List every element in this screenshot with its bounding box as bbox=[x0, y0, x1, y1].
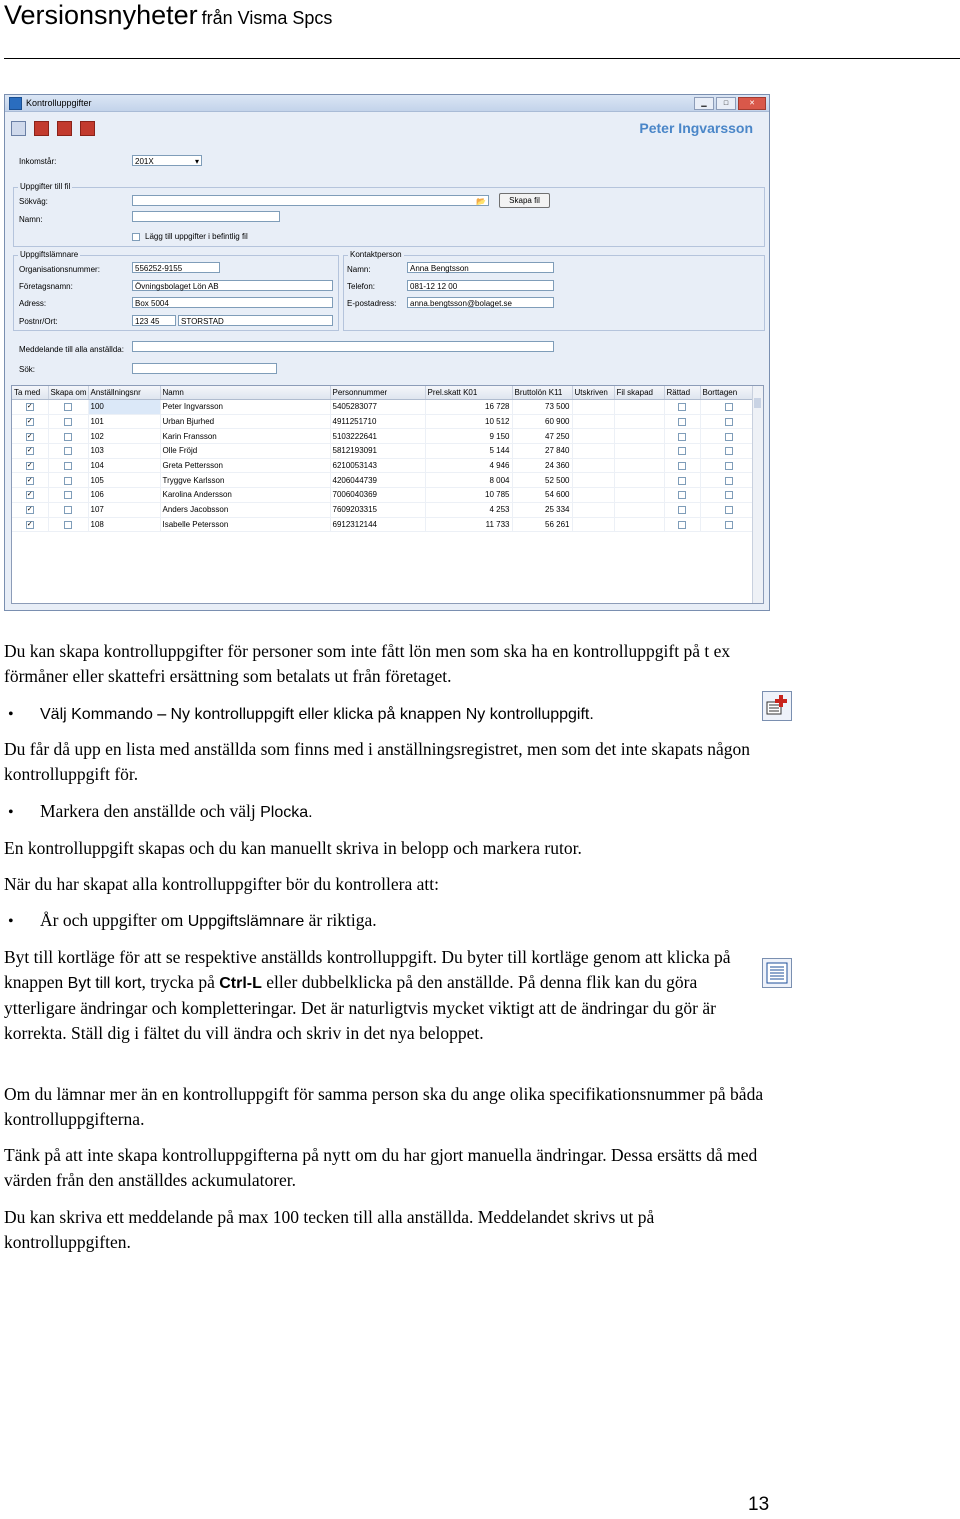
window-controls bbox=[694, 97, 766, 110]
rattad-checkbox[interactable] bbox=[664, 517, 700, 532]
skapa-om-checkbox[interactable] bbox=[48, 444, 88, 459]
col-fil-skapad[interactable]: Fil skapad bbox=[614, 386, 664, 400]
namn-cell: Urban Bjurhed bbox=[160, 414, 330, 429]
borttagen-checkbox[interactable] bbox=[700, 444, 757, 459]
utskriven-cell bbox=[572, 429, 614, 444]
prel-skatt-cell: 10 785 bbox=[425, 488, 512, 503]
utskriven-cell bbox=[572, 473, 614, 488]
anstallningsnr-cell: 108 bbox=[88, 517, 160, 532]
window-title: Kontrolluppgifter bbox=[26, 98, 92, 108]
ta-med-checkbox[interactable]: ✓ bbox=[12, 473, 48, 488]
inkomstar-label: Inkomstår: bbox=[19, 157, 57, 166]
utskriven-cell bbox=[572, 517, 614, 532]
rattad-checkbox[interactable] bbox=[664, 429, 700, 444]
window-titlebar bbox=[5, 95, 769, 112]
col-prel-skatt[interactable]: Prel.skatt K01 bbox=[425, 386, 512, 400]
col-anstallningsnr[interactable]: Anställningsnr bbox=[88, 386, 160, 400]
utskriven-cell bbox=[572, 488, 614, 503]
bullet-dot: • bbox=[8, 706, 14, 723]
utskriven-cell bbox=[572, 414, 614, 429]
ort-input[interactable]: STORSTAD bbox=[178, 315, 333, 326]
personnummer-cell: 4206044739 bbox=[330, 473, 425, 488]
prel-skatt-cell: 11 733 bbox=[425, 517, 512, 532]
toolbar bbox=[11, 121, 95, 136]
namn-cell: Anders Jacobsson bbox=[160, 502, 330, 517]
lagg-till-checkbox[interactable] bbox=[132, 233, 140, 241]
borttagen-checkbox[interactable] bbox=[700, 517, 757, 532]
k-namn-label: Namn: bbox=[347, 265, 371, 274]
sokvag-input[interactable]: 📂 bbox=[132, 195, 489, 206]
tool-new-icon[interactable] bbox=[34, 121, 49, 136]
table-row[interactable] bbox=[12, 429, 757, 444]
utskriven-cell bbox=[572, 400, 614, 415]
inkomstar-select[interactable]: 201X ▾ bbox=[132, 155, 202, 166]
header-subtitle: från Visma Spcs bbox=[201, 8, 333, 28]
prel-skatt-cell: 16 728 bbox=[425, 400, 512, 415]
paragraph-4: När du har skapat alla kontrolluppgifter bör du kontrollera att: bbox=[4, 874, 439, 894]
paragraph-3: En kontrolluppgift skapas och du kan manuellt skriva in belopp och markera rutor. bbox=[4, 838, 582, 858]
ta-med-checkbox[interactable]: ✓ bbox=[12, 488, 48, 503]
epost-input[interactable]: anna.bengtsson@bolaget.se bbox=[407, 297, 554, 308]
skapa-om-checkbox[interactable] bbox=[48, 458, 88, 473]
kontrolluppgifter-window bbox=[4, 94, 770, 611]
bullet-2: Markera den anställde och välj Plocka. bbox=[40, 801, 313, 821]
paragraph-2: Du får då upp en lista med anställda som finns med i anställningsregistret, men som det inte skapats någon kontrolluppgift för. bbox=[4, 739, 751, 784]
col-rattad[interactable]: Rättad bbox=[664, 386, 700, 400]
borttagen-checkbox[interactable] bbox=[700, 488, 757, 503]
skapa-om-checkbox[interactable] bbox=[48, 517, 88, 532]
rattad-checkbox[interactable] bbox=[664, 488, 700, 503]
prel-skatt-cell: 4 253 bbox=[425, 502, 512, 517]
personnummer-cell: 6210053143 bbox=[330, 458, 425, 473]
tool-delete-icon[interactable] bbox=[57, 121, 72, 136]
anstallningsnr-cell: 102 bbox=[88, 429, 160, 444]
uppgiftslamnare-group: Uppgiftslämnare bbox=[13, 255, 339, 331]
personnummer-cell: 6912312144 bbox=[330, 517, 425, 532]
minimize-icon[interactable]: ▁ bbox=[694, 97, 714, 110]
fil-skapad-cell bbox=[614, 502, 664, 517]
byt-till-kort-icon bbox=[762, 958, 792, 988]
anstallningsnr-cell: 107 bbox=[88, 502, 160, 517]
namn-cell: Karin Fransson bbox=[160, 429, 330, 444]
namn-cell: Peter Ingvarsson bbox=[160, 400, 330, 415]
bruttolon-cell: 56 261 bbox=[512, 517, 572, 532]
utskriven-cell bbox=[572, 502, 614, 517]
table-row[interactable] bbox=[12, 488, 757, 503]
foretagsnamn-label: Företagsnamn: bbox=[19, 282, 73, 291]
new-kontrolluppgift-icon bbox=[762, 691, 792, 721]
table-row[interactable] bbox=[12, 473, 757, 488]
employee-table bbox=[11, 385, 764, 604]
sokvag-label: Sökväg: bbox=[19, 197, 48, 206]
prel-skatt-cell: 5 144 bbox=[425, 444, 512, 459]
bruttolon-cell: 27 840 bbox=[512, 444, 572, 459]
epost-label: E-postadress: bbox=[347, 299, 397, 308]
bruttolon-cell: 54 600 bbox=[512, 488, 572, 503]
table-row[interactable] bbox=[12, 458, 757, 473]
paragraph-1: Du kan skapa kontrolluppgifter för personer som inte fått lön men som ska ha en kontrolluppgift på t ex förmåner eller skattefri ersättning som betalats ut från företaget. bbox=[4, 641, 731, 686]
borttagen-checkbox[interactable] bbox=[700, 458, 757, 473]
telefon-label: Telefon: bbox=[347, 282, 376, 291]
skapa-om-checkbox[interactable] bbox=[48, 429, 88, 444]
col-borttagen[interactable]: Borttagen bbox=[700, 386, 757, 400]
table-scrollbar[interactable] bbox=[752, 386, 763, 603]
bruttolon-cell: 47 250 bbox=[512, 429, 572, 444]
person-name: Peter Ingvarsson bbox=[639, 120, 753, 136]
close-icon[interactable]: ✕ bbox=[738, 97, 766, 110]
page-number: 13 bbox=[748, 1494, 770, 1515]
skapa-om-checkbox[interactable] bbox=[48, 488, 88, 503]
personnummer-cell: 7006040369 bbox=[330, 488, 425, 503]
col-personnummer[interactable]: Personnummer bbox=[330, 386, 425, 400]
table-header-row bbox=[12, 386, 757, 400]
ta-med-checkbox[interactable]: ✓ bbox=[12, 444, 48, 459]
fil-skapad-cell bbox=[614, 414, 664, 429]
table-row[interactable] bbox=[12, 414, 757, 429]
ta-med-checkbox[interactable]: ✓ bbox=[12, 517, 48, 532]
col-utskriven[interactable]: Utskriven bbox=[572, 386, 614, 400]
utskriven-cell bbox=[572, 458, 614, 473]
namn-label: Namn: bbox=[19, 215, 43, 224]
bullet-dot: • bbox=[8, 804, 14, 821]
bruttolon-cell: 25 334 bbox=[512, 502, 572, 517]
tool-pick-icon[interactable] bbox=[80, 121, 95, 136]
page-header bbox=[4, 0, 332, 31]
anstallningsnr-cell: 100 bbox=[88, 400, 160, 415]
anstallningsnr-cell: 104 bbox=[88, 458, 160, 473]
adress-label: Adress: bbox=[19, 299, 47, 308]
ta-med-checkbox[interactable]: ✓ bbox=[12, 502, 48, 517]
table-row[interactable] bbox=[12, 400, 757, 415]
anstallningsnr-cell: 106 bbox=[88, 488, 160, 503]
skapa-om-checkbox[interactable] bbox=[48, 414, 88, 429]
col-namn[interactable]: Namn bbox=[160, 386, 330, 400]
personnummer-cell: 4911251710 bbox=[330, 414, 425, 429]
anstallningsnr-cell: 101 bbox=[88, 414, 160, 429]
tool-copy-icon[interactable] bbox=[11, 121, 26, 136]
bruttolon-cell: 73 500 bbox=[512, 400, 572, 415]
fil-skapad-cell bbox=[614, 444, 664, 459]
skapa-om-checkbox[interactable] bbox=[48, 502, 88, 517]
adress-input[interactable]: Box 5004 bbox=[132, 297, 333, 308]
col-ta-med[interactable]: Ta med bbox=[12, 386, 48, 400]
borttagen-checkbox[interactable] bbox=[700, 473, 757, 488]
orgnr-input[interactable]: 556252-9155 bbox=[132, 262, 220, 273]
rattad-checkbox[interactable] bbox=[664, 400, 700, 415]
uppgifter-group: Uppgifter till fil bbox=[13, 187, 765, 247]
k-namn-input[interactable]: Anna Bengtsson bbox=[407, 262, 554, 273]
foretagsnamn-input[interactable]: Övningsbolaget Lön AB bbox=[132, 280, 333, 291]
paragraph-5: Byt till kortläge för att se respektive anställds kontrolluppgift. Du byter till kortläge genom att klicka på knappen Byt till kort, trycka på Ctrl-L eller dubbelklicka på den anställde. På denna flik kan du göra ytterligare ändringar och kompletteringar. Det är naturligtvis mycket viktigt att de ändringar du gör är korrekta. Ställ dig i fältet du vill ändra och skriv in det nya beloppet. bbox=[4, 947, 731, 1043]
namn-input[interactable] bbox=[132, 211, 280, 222]
kontakt-group: Kontaktperson bbox=[343, 255, 765, 331]
borttagen-checkbox[interactable] bbox=[700, 414, 757, 429]
namn-cell: Greta Pettersson bbox=[160, 458, 330, 473]
maximize-icon[interactable]: □ bbox=[716, 97, 736, 110]
utskriven-cell bbox=[572, 444, 614, 459]
meddelande-label: Meddelande till alla anställda: bbox=[19, 345, 124, 354]
col-skapa-om[interactable]: Skapa om bbox=[48, 386, 88, 400]
meddelande-input[interactable] bbox=[132, 341, 554, 352]
header-title: Versionsnyheter bbox=[4, 0, 198, 30]
borttagen-checkbox[interactable] bbox=[700, 429, 757, 444]
sok-label: Sök: bbox=[19, 365, 36, 374]
namn-cell: Isabelle Petersson bbox=[160, 517, 330, 532]
prel-skatt-cell: 8 004 bbox=[425, 473, 512, 488]
skapa-om-checkbox[interactable] bbox=[48, 400, 88, 415]
rattad-checkbox[interactable] bbox=[664, 414, 700, 429]
ta-med-checkbox[interactable]: ✓ bbox=[12, 458, 48, 473]
fil-skapad-cell bbox=[614, 429, 664, 444]
fil-skapad-cell bbox=[614, 488, 664, 503]
bruttolon-cell: 60 900 bbox=[512, 414, 572, 429]
app-icon bbox=[9, 97, 22, 110]
lagg-till-label: Lägg till uppgifter i befintlig fil bbox=[145, 232, 248, 241]
anstallningsnr-cell: 105 bbox=[88, 473, 160, 488]
personnummer-cell: 5103222641 bbox=[330, 429, 425, 444]
skapa-fil-button[interactable]: Skapa fil bbox=[499, 193, 550, 208]
fil-skapad-cell bbox=[614, 400, 664, 415]
namn-cell: Karolina Andersson bbox=[160, 488, 330, 503]
table-row[interactable] bbox=[12, 517, 757, 532]
paragraph-7: Tänk på att inte skapa kontrolluppgifterna på nytt om du har gjort manuella ändringar. Dessa ersätts då med värden från den anställdes ackumulatorer. bbox=[4, 1145, 758, 1190]
fil-skapad-cell bbox=[614, 517, 664, 532]
namn-cell: Olle Fröjd bbox=[160, 444, 330, 459]
bruttolon-cell: 24 360 bbox=[512, 458, 572, 473]
sok-spacer bbox=[19, 375, 277, 377]
ta-med-checkbox[interactable]: ✓ bbox=[12, 414, 48, 429]
prel-skatt-cell: 10 512 bbox=[425, 414, 512, 429]
personnummer-cell: 5812193091 bbox=[330, 444, 425, 459]
ta-med-checkbox[interactable]: ✓ bbox=[12, 400, 48, 415]
fil-skapad-cell bbox=[614, 473, 664, 488]
borttagen-checkbox[interactable] bbox=[700, 502, 757, 517]
ta-med-checkbox[interactable]: ✓ bbox=[12, 429, 48, 444]
rattad-checkbox[interactable] bbox=[664, 473, 700, 488]
anstallningsnr-cell: 103 bbox=[88, 444, 160, 459]
orgnr-label: Organisationsnummer: bbox=[19, 265, 100, 274]
sok-input[interactable] bbox=[132, 363, 277, 374]
paragraph-8: Du kan skriva ett meddelande på max 100 tecken till alla anställda. Meddelandet skrivs ut på kontrolluppgiften. bbox=[4, 1207, 655, 1252]
rattad-checkbox[interactable] bbox=[664, 458, 700, 473]
col-bruttolon[interactable]: Bruttolön K11 bbox=[512, 386, 572, 400]
prel-skatt-cell: 4 946 bbox=[425, 458, 512, 473]
borttagen-checkbox[interactable] bbox=[700, 400, 757, 415]
bullet-1: Välj Kommando – Ny kontrolluppgift eller klicka på knappen Ny kontrolluppgift. bbox=[40, 703, 594, 723]
table-row[interactable] bbox=[12, 502, 757, 517]
postnr-input[interactable]: 123 45 bbox=[132, 315, 176, 326]
prel-skatt-cell: 9 150 bbox=[425, 429, 512, 444]
header-rule bbox=[4, 58, 960, 59]
table-row[interactable] bbox=[12, 444, 757, 459]
skapa-om-checkbox[interactable] bbox=[48, 473, 88, 488]
rattad-checkbox[interactable] bbox=[664, 444, 700, 459]
personnummer-cell: 7609203315 bbox=[330, 502, 425, 517]
namn-cell: Tryggve Karlsson bbox=[160, 473, 330, 488]
bullet-dot: • bbox=[8, 913, 14, 930]
paragraph-6: Om du lämnar mer än en kontrolluppgift för samma person ska du ange olika specifikationsnummer på båda kontrolluppgifterna. bbox=[4, 1084, 764, 1129]
telefon-input[interactable]: 081-12 12 00 bbox=[407, 280, 554, 291]
personnummer-cell: 5405283077 bbox=[330, 400, 425, 415]
fil-skapad-cell bbox=[614, 458, 664, 473]
rattad-checkbox[interactable] bbox=[664, 502, 700, 517]
bruttolon-cell: 52 500 bbox=[512, 473, 572, 488]
postnr-label: Postnr/Ort: bbox=[19, 317, 58, 326]
bullet-3: År och uppgifter om Uppgiftslämnare är riktiga. bbox=[40, 910, 377, 930]
